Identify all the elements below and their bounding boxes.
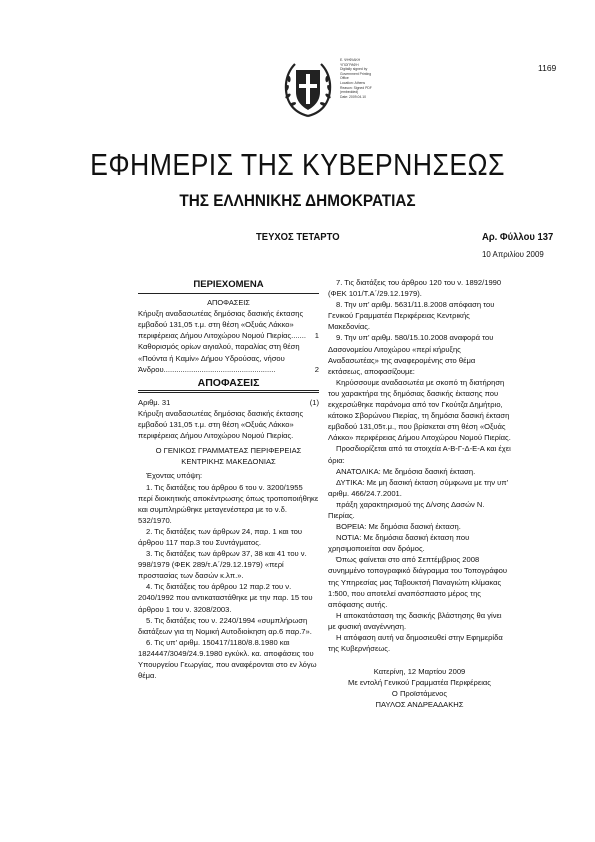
paragraph: 6. Τις υπ’ αριθμ. 150417/1180/8.8.1980 και 1824447/3049/24.9.1980 εγκύκλ. κα. αποφάσεις του Υπουργείου Γεωργίας, που αναφέρονται στο εν λόγω θέμα.	[138, 637, 317, 681]
page-number: 1169	[538, 63, 557, 73]
paragraph: Η αποκατάσταση της δασικής βλάστησης θα γίνει με φυσική αναγέννηση.	[328, 610, 502, 631]
issue-label: ΤΕΥΧΟΣ ΤΕΤΑΡΤΟ	[256, 231, 340, 243]
gazette-subtitle: ΤΗΣ ΕΛΛΗΝΙΚΗΣ ΔΗΜΟΚΡΑΤΙΑΣ	[179, 191, 416, 210]
decision-number: Αριθμ. 31	[138, 397, 171, 407]
decision-number-row	[138, 397, 319, 408]
gazette-title: ΕΦΗΜΕΡΙΣ ΤΗΣ ΚΥΒΕΡΝΗΣΕΩΣ	[90, 147, 505, 182]
paragraph: πράξη χαρακτηρισμού της Δ/νσης Δασών Ν. Πιερίας.	[328, 499, 485, 520]
authority-line-1: Ο ΓΕΝΙΚΟΣ ΓΡΑΜΜΑΤΕΑΣ ΠΕΡΙΦΕΡΕΙΑΣ	[155, 446, 302, 456]
contents-subheading: ΑΠΟΦΑΣΕΙΣ	[207, 298, 250, 308]
paragraph: 3. Τις διατάξεις των άρθρων 37, 38 και 41 του ν. 998/1979 (ΦΕΚ 289/τ.Α΄/29.12.1979) «περί προστασίας των δασών κ.λπ.».	[138, 549, 307, 581]
toc-entry-text: Καθορισμός ορίων αιγιαλού, παραλίας στη θέση «Πούντα ή Καμίν» Δήμου Υδρούσας, νήσου Άνδρου.....................................................	[138, 342, 300, 374]
paragraph: ΔΥΤΙΚΑ: Με μη δασική έκταση σύμφωνα με την υπ’ αριθμ. 466/24.7.2001.	[328, 477, 508, 498]
signature-line-2: Ο Προϊστάμενος	[391, 689, 448, 699]
paragraph: 9. Την υπ’ αριθμ. 580/15.10.2008 αναφορά του Δασονομείου Λιτοχώρου «περί κήρυξης Αναδασωτέας» της αναφερομένης στο θέμα εκτάσεως, αποφασίζουμε:	[328, 333, 494, 376]
decision-ref: (1)	[309, 397, 319, 407]
sheet-number: Αρ. Φύλλου 137	[482, 231, 554, 243]
paragraph: 2. Τις διατάξεις των άρθρων 24, παρ. 1 και του άρθρου 117 παρ.3 του Συντάγματος.	[138, 526, 302, 547]
coat-of-arms-emblem	[282, 60, 334, 118]
signature-line-1: Με εντολή Γενικού Γραμματέα Περιφέρειας	[348, 678, 491, 688]
issue-date: 10 Απριλίου 2009	[482, 249, 544, 259]
contents-heading: ΠΕΡΙΕΧΟΜΕΝΑ	[193, 279, 264, 290]
divider	[138, 390, 319, 393]
signatory-name: ΠΑΥΛΟΣ ΑΝΔΡΕΑΔΑΚΗΣ	[375, 700, 464, 710]
toc-entry-page: 1	[314, 331, 319, 341]
digital-signature-stamp: Ε. ΨΗΦΙΑΚΗ ΥΠΟΓΡΑΦΗ Digitally signed by Government Printing Office Location: Athens Reason: Signed PDF (embedded) Date: 2009.04.10	[340, 58, 372, 99]
paragraph: ΝΟΤΙΑ: Με δημόσια δασική έκταση που χρησιμοποιείται σαν δρόμος.	[328, 533, 470, 554]
paragraph: 7. Τις διατάξεις του άρθρου 120 του ν. 1892/1990 (ΦΕΚ 101/Τ.Α΄/29.12.1979).	[328, 278, 502, 299]
paragraph: Η απόφαση αυτή να δημοσιευθεί στην Εφημερίδα της Κυβερνήσεως.	[328, 633, 503, 654]
decision-subject: Κήρυξη αναδασωτέας δημόσιας δασικής έκτασης εμβαδού 131,05 τ.μ. στη θέση «Οξυάς Λάκκο» περιφέρειας Δήμου Λιτοχώρου Νομού Πιερίας.	[138, 408, 304, 441]
paragraph: 4. Τις διατάξεις του άρθρου 12 παρ.2 του ν. 2040/1992 που αντικαταστάθηκε με την παρ. 15 του άρθρου 1 του ν. 3208/2003.	[138, 582, 313, 614]
toc-entry-text: Κήρυξη αναδασωτέας δημόσιας δασικής έκτασης εμβαδού 131,05 τ.μ. στη θέση «Οξυάς Λάκκο» περιφέρειας Δήμου Λιτοχώρου Νομού Πιερίας.......	[138, 309, 306, 341]
right-column	[328, 277, 511, 711]
paragraph: Όπως φαίνεται στο από Σεπτέμβριος 2008 συνημμένο τοπογραφικό διάγραμμα του Τοπογράφου της Υπηρεσίας μας Ταβουκτσή Παναγιώτη κλίμακας 1:500, που αποτελεί αναπόσπαστο μέρος της απόφασης αυτής.	[328, 555, 508, 609]
authority-line-2: ΚΕΝΤΡΙΚΗΣ ΜΑΚΕΔΟΝΙΑΣ	[181, 457, 276, 467]
paragraph: ΒΟΡΕΙΑ: Με δημόσια δασική έκταση.	[336, 522, 461, 532]
having-regard: Έχοντας υπόψη:	[146, 471, 203, 481]
toc-entry[interactable]	[138, 341, 319, 374]
decisions-heading: ΑΠΟΦΑΣΕΙΣ	[197, 376, 260, 389]
toc-entry-page: 2	[314, 364, 319, 374]
toc-entry[interactable]	[138, 308, 319, 341]
paragraph: 8. Την υπ’ αριθμ. 5631/11.8.2008 απόφαση του Γενικού Γραμματέα Περιφέρειας Κεντρικής Μακεδονίας.	[328, 300, 495, 332]
paragraph: 5. Τις διατάξεις του ν. 2240/1994 «συμπλήρωση διατάξεων για τη Νομική Αυτοδιοίκηση αρ.6 παρ.7».	[138, 615, 312, 636]
divider	[138, 293, 319, 294]
place-date: Κατερίνη, 12 Μαρτίου 2009	[373, 667, 466, 677]
left-column	[138, 277, 319, 681]
paragraph: Κηρύσσουμε αναδασωτέα με σκοπό τη διατήρηση του χαρακτήρα της δημόσιας δασικής έκτασης που εκχερσώθηκε παράνομα από τον Γκούτζα Δημήτριο, κάτοικο Σβορώνου Πιερίας, τη δημόσια δασική έκταση εμβαδού 131,05τ.μ., που βρίσκεται στη θέση «Οξυάς Λάκκο» περιφέρειας Δήμου Λιτοχώρου Νομού Πιερίας.	[328, 377, 511, 443]
paragraph: ΑΝΑΤΟΛΙΚΑ: Με δημόσια δασική έκταση.	[336, 466, 476, 476]
paragraph: 1. Τις διατάξεις του άρθρου 6 του ν. 3200/1955 περί διοικητικής αποκέντρωσης όπως τροποποιήθηκε και συμπληρώθηκε μεταγενέστερα με το ν.δ. 532/1970.	[138, 482, 319, 525]
paragraph: Προσδιορίζεται από τα στοιχεία Α-Β-Γ-Δ-Ε-Α και έχει όρια:	[328, 444, 511, 465]
